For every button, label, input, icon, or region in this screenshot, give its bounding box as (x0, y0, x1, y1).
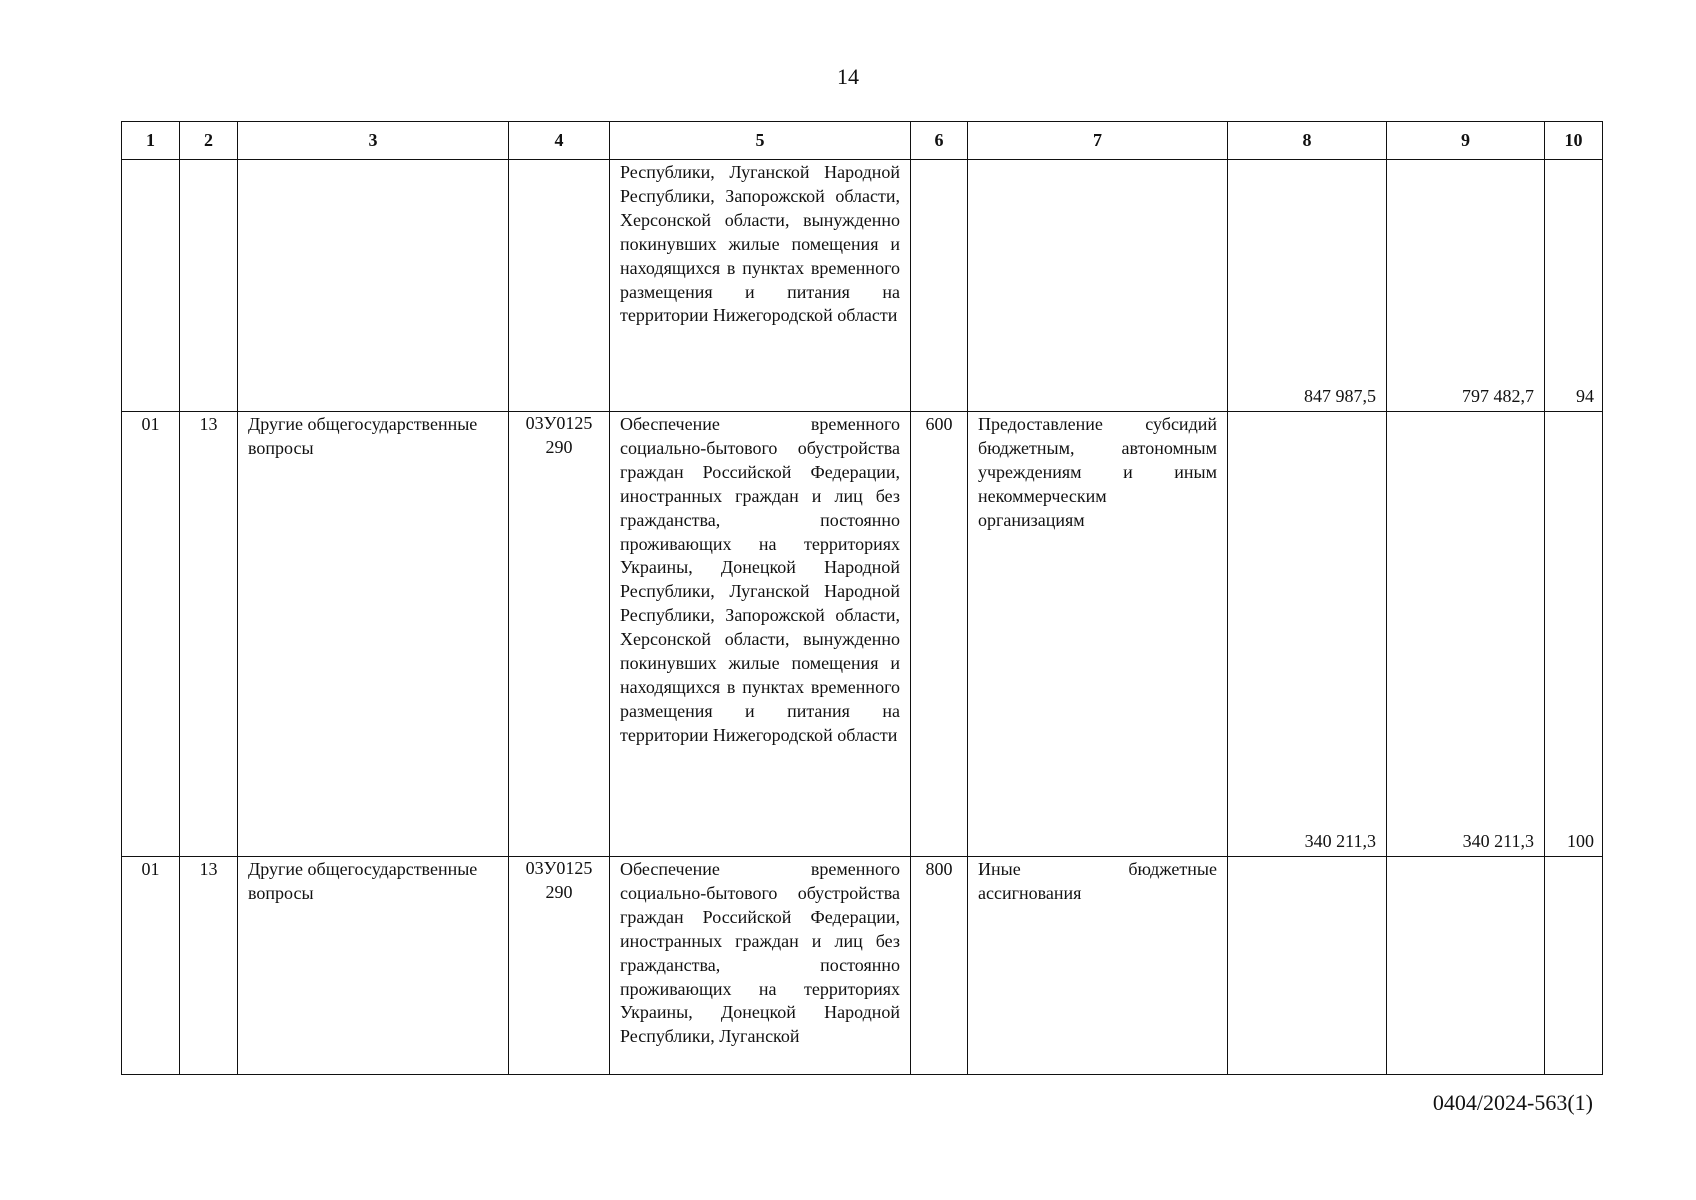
header-col-1: 1 (122, 122, 180, 160)
cell-subsection (180, 160, 238, 412)
header-col-10: 10 (1545, 122, 1603, 160)
cell-plan (1228, 857, 1387, 1075)
cell-expense-type: 600 (911, 412, 968, 857)
cell-percent: 94 (1545, 160, 1603, 412)
header-col-8: 8 (1228, 122, 1387, 160)
cell-name: Другие общегосударственные вопросы (238, 412, 509, 857)
cell-percent: 100 (1545, 412, 1603, 857)
cell-percent (1545, 857, 1603, 1075)
cell-plan: 340 211,3 (1228, 412, 1387, 857)
table-row (122, 857, 1603, 1075)
cell-description: Республики, Луганской Народной Республики, Запорожской области, Херсонской области, вынужденно покинувших жилые помещения и находящихся в пунктах временного размещения и питания на территории Нижегородской области (610, 160, 911, 412)
cell-description: Обеспечение временного социально-бытового обустройства граждан Российской Федерации, иностранных граждан и лиц без гражданства, постоянно проживающих на территориях Украины, Донецкой Народной Республики, Луганской (610, 857, 911, 1075)
page-number: 14 (837, 64, 859, 89)
header-col-3: 3 (238, 122, 509, 160)
header-col-9: 9 (1387, 122, 1545, 160)
cell-executed: 340 211,3 (1387, 412, 1545, 857)
cell-executed (1387, 857, 1545, 1075)
budget-table (121, 121, 1603, 1075)
cell-subsection: 13 (180, 857, 238, 1075)
cell-section: 01 (122, 857, 180, 1075)
cell-target-code: 03У0125 290 (509, 857, 610, 1075)
cell-expense-name (968, 160, 1228, 412)
header-col-4: 4 (509, 122, 610, 160)
cell-description: Обеспечение временного социально-бытового обустройства граждан Российской Федерации, иностранных граждан и лиц без гражданства, постоянно проживающих на территориях Украины, Донецкой Народной Республики, Луганской Народной Республики, Запорожской области, Херсонской области, вынужденно покинувших жилые помещения и находящихся в пунктах временного размещения и питания на территории Нижегородской области (610, 412, 911, 857)
cell-target-code (509, 160, 610, 412)
cell-expense-name: Иные бюджетные ассигнования (968, 857, 1228, 1075)
cell-name (238, 160, 509, 412)
table-row (122, 160, 1603, 412)
cell-expense-type: 800 (911, 857, 968, 1075)
header-col-5: 5 (610, 122, 911, 160)
table-row (122, 412, 1603, 857)
header-col-7: 7 (968, 122, 1228, 160)
cell-expense-type (911, 160, 968, 412)
cell-expense-name: Предоставление субсидий бюджетным, автономным учреждениям и иным некоммерческим организациям (968, 412, 1228, 857)
document-code: 0404/2024-563(1) (1432, 1090, 1593, 1115)
cell-section: 01 (122, 412, 180, 857)
cell-plan: 847 987,5 (1228, 160, 1387, 412)
header-col-6: 6 (911, 122, 968, 160)
header-col-2: 2 (180, 122, 238, 160)
cell-name: Другие общегосударственные вопросы (238, 857, 509, 1075)
cell-section (122, 160, 180, 412)
cell-subsection: 13 (180, 412, 238, 857)
cell-executed: 797 482,7 (1387, 160, 1545, 412)
cell-target-code: 03У0125 290 (509, 412, 610, 857)
table-header-row (122, 122, 1603, 160)
